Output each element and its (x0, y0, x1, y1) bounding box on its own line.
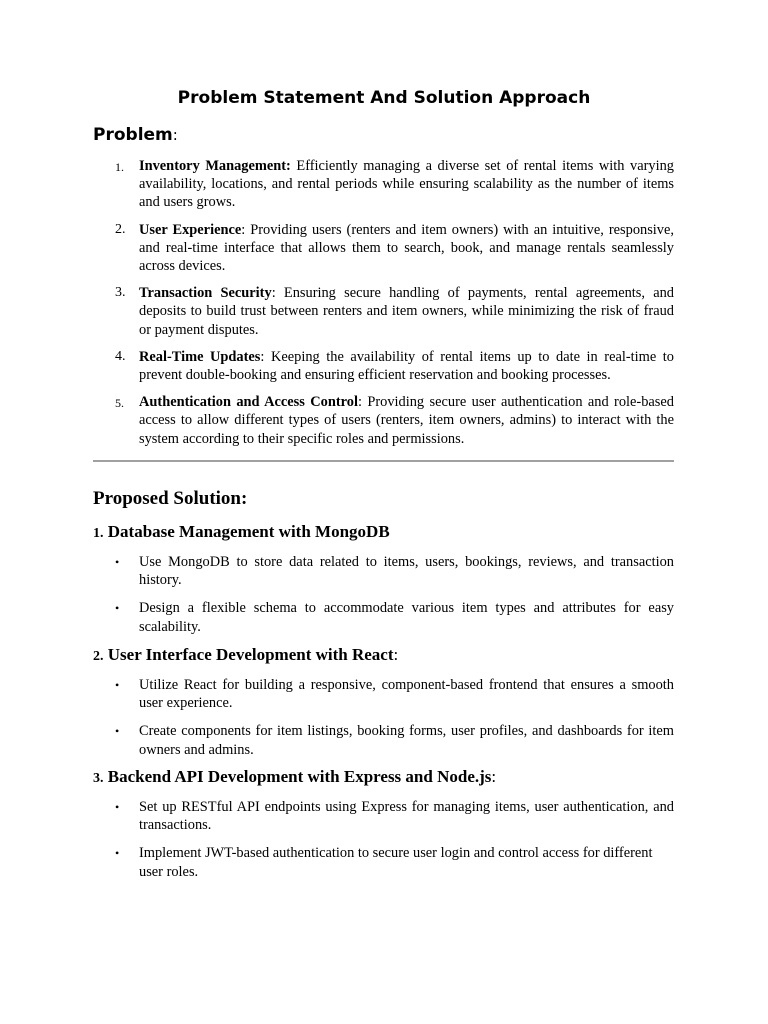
problem-list (93, 157, 674, 457)
section-number: 1. (93, 526, 104, 541)
bullet-item: • Utilize React for building a responsive, component-based frontend that ensures a smooth user experience. (93, 676, 674, 712)
section-title-text: Database Management with MongoDB (103, 522, 390, 541)
problem-item-term: Inventory Management: (139, 158, 291, 174)
section-title-text: User Interface Development with React (103, 645, 394, 664)
problem-item-term: User Experience (139, 221, 242, 238)
problem-heading (93, 125, 178, 145)
section-title-text: Backend API Development with Express and Node.js (103, 767, 492, 786)
section-title-colon: : (393, 645, 399, 664)
document-title: Problem Statement And Solution Approach (177, 88, 591, 108)
bullet-item: • Design a flexible schema to accommodate various item types and attributes for easy scalability. (93, 599, 674, 635)
bullet-list (93, 676, 674, 759)
problem-item-text: : Keeping the availability of rental items up to date in real-time to prevent double-booking and ensuring efficient reservation and booking processes. (139, 348, 674, 384)
solution-section-backend (93, 767, 674, 891)
problem-item (93, 284, 674, 339)
solution-heading: Proposed Solution: (93, 488, 248, 509)
solution-section-title (93, 522, 674, 542)
problem-item-text: : Ensuring secure handling of payments, rental agreements, and deposits to build trust between renters and item owners, while minimizing the risk of fraud or payment disputes. (139, 285, 675, 338)
problem-item (93, 221, 674, 276)
problem-item-text: : Providing users (renters and item owners) with an intuitive, responsive, and real-time interface that allows them to search, book, and manage rentals seamlessly across devices. (139, 221, 674, 275)
solution-section-title (93, 645, 674, 665)
problem-item-text: Efficiently managing a diverse set of rental items with varying availability, locations, and rental periods while ensuring scalability as the number of items and users grows. (139, 158, 674, 211)
section-title-colon: : (491, 767, 497, 786)
problem-heading-text: Problem (93, 125, 173, 145)
problem-item (93, 348, 674, 384)
bullet-list (93, 798, 674, 881)
bullet-item: • Create components for item listings, booking forms, user profiles, and dashboards for item owners and admins. (93, 722, 674, 758)
solution-section-frontend (93, 645, 674, 769)
problem-item-term: Real-Time Updates (139, 348, 261, 365)
problem-item (93, 393, 674, 448)
problem-item-number: 4. (115, 348, 126, 364)
bullet-item: • Use MongoDB to store data related to items, users, bookings, reviews, and transaction history. (93, 553, 674, 589)
solution-section-title (93, 767, 674, 787)
problem-heading-colon: : (172, 126, 178, 144)
problem-item (93, 157, 674, 212)
problem-item-term: Authentication and Access Control (139, 394, 358, 411)
bullet-item: • Set up RESTful API endpoints using Express for managing items, user authentication, and transactions. (93, 798, 674, 834)
problem-item-number: 3. (115, 285, 126, 301)
horizontal-divider (93, 460, 674, 462)
section-number: 3. (93, 771, 104, 786)
section-number: 2. (93, 649, 104, 664)
problem-item-text: : Providing secure user authentication and role-based access to allow different types of users (renters, item owners, admins) to interact with the system according to their specific roles and permissions. (139, 394, 674, 447)
bullet-item: • Implement JWT-based authentication to secure user login and control access for different user roles. (93, 844, 674, 880)
problem-item-number: 5. (115, 396, 124, 411)
bullet-list (93, 553, 674, 636)
problem-item-term: Transaction Security (139, 285, 272, 302)
problem-item-number: 1. (115, 160, 124, 174)
solution-section-database (93, 522, 674, 646)
problem-item-number: 2. (115, 221, 126, 237)
